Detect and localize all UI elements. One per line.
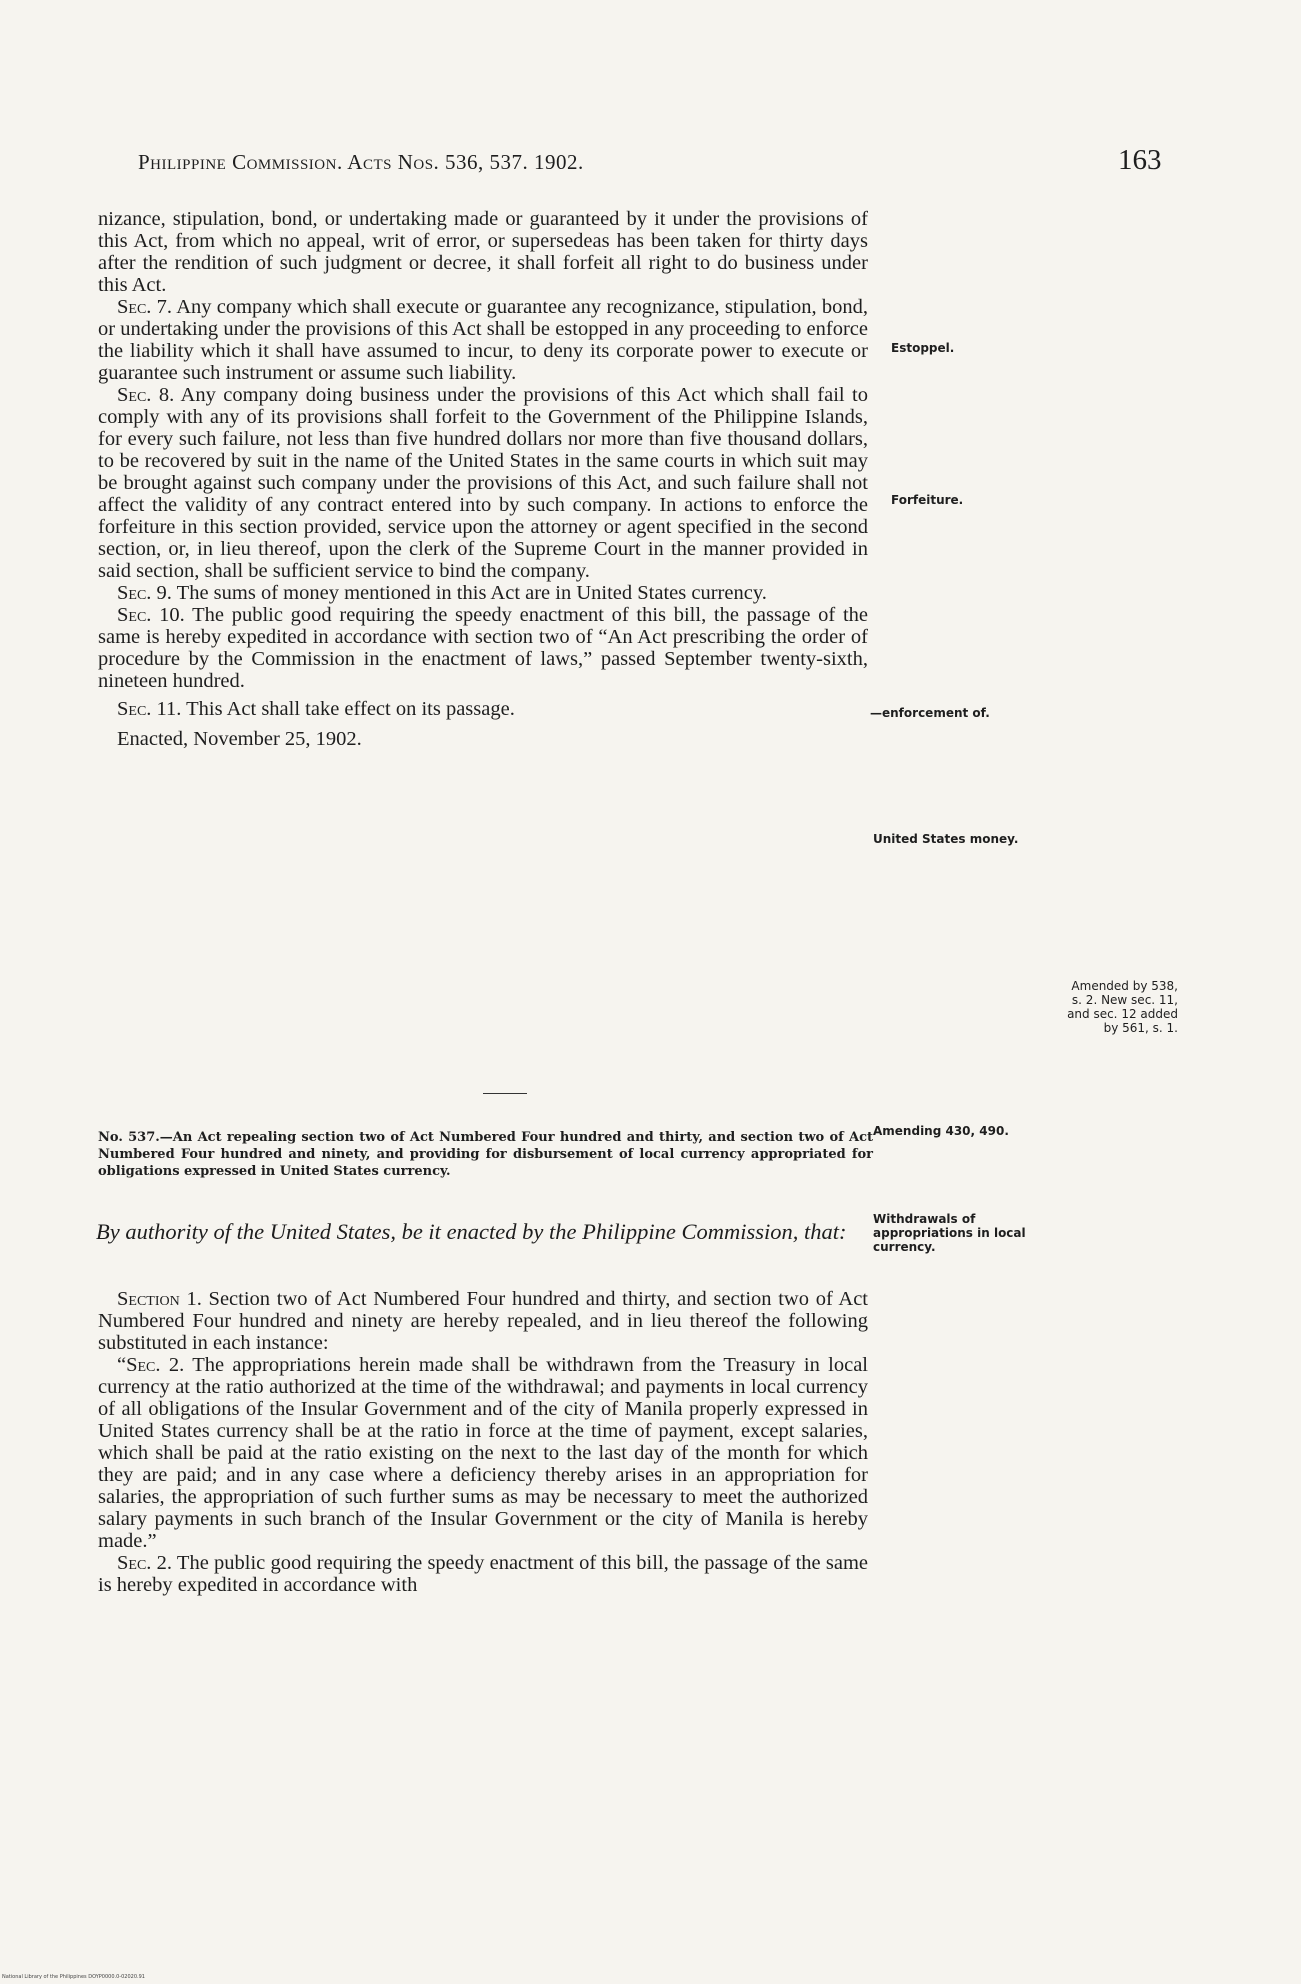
- section-label: Sec. 10.: [117, 604, 185, 626]
- act-537-title: No. 537.—An Act repealing section two of Act Numbered Four hundred and thirty, and section two of Act Numbered Four hundred and ninety, and providing for disbursement of local currency appropriated for obligations expressed in United States currency.: [98, 1130, 873, 1179]
- section-label: Sec. 11.: [117, 698, 182, 720]
- section-7: [98, 296, 868, 384]
- section-text: Any company doing business under the provisions of this Act which shall fail to comply with any of its provisions shall forfeit to the Government of the Philippine Islands, for every such failure, not less than five hundred dollars nor more than five thousand dollars, to be recovered by suit in the name of the United States in the same courts in which suit may be brought against such company under the provisions of this Act, and such failure shall not affect the validity of any contract entered into by such company. In actions to enforce the forfeiture in this section provided, service upon the attorney or agent specified in the second section, or, in lieu thereof, upon the clerk of the Supreme Court in the manner provided in said section, shall be sufficient service to bind the company.: [98, 384, 868, 582]
- page-number: 163: [1118, 144, 1162, 176]
- section-8: [98, 384, 868, 582]
- section-text: The public good requiring the speedy enactment of this bill, the passage of the same is hereby expedited in accordance with section two of “An Act prescribing the order of procedure by the Commission in the enactment of laws,” passed September twenty-sixth, nineteen hundred.: [98, 604, 868, 692]
- act-537-section-1: [98, 1288, 868, 1354]
- quoted-section-2: [98, 1354, 868, 1552]
- section-divider: [483, 1093, 527, 1094]
- section-text: The appropriations herein made shall be withdrawn from the Treasury in local currency at the ratio authorized at the time of the withdrawal; and payments in local currency of all obligations of the Insular Government and of the city of Manila properly expressed in United States currency shall be at the ratio in force at the time of payment, except salaries, which shall be paid at the ratio existing on the next to the last day of the month for which they are paid; and in any case where a deficiency thereby arises in an appropriation for salaries, the appropriation of such further sums as may be necessary to meet the authorized salary payments in such branch of the Insular Government or the city of Manila is hereby made.”: [98, 1354, 868, 1552]
- text-block-act-537: [98, 1288, 868, 1596]
- section-label: Sec. 8.: [117, 384, 175, 406]
- margin-note-amending: Amending 430, 490.: [873, 1124, 1009, 1138]
- section-10: [98, 604, 868, 692]
- margin-note-amended: Amended by 538, s. 2. New sec. 11, and sec. 12 added by 561, s. 1.: [1067, 979, 1178, 1035]
- enacting-clause: By authority of the United States, be it enacted by the Philippine Commission, that:: [96, 1219, 847, 1244]
- section-label: Sec. 9.: [117, 582, 172, 604]
- section-9: [98, 582, 868, 604]
- margin-note-enforcement: —enforcement of.: [870, 706, 990, 720]
- section-label: “Sec. 2.: [117, 1354, 185, 1376]
- margin-note-withdrawals: Withdrawals of appropriations in local currency.: [873, 1212, 1026, 1254]
- running-title: Philippine Commission. Acts Nos. 536, 537. 1902.: [138, 150, 584, 174]
- section-label: Section 1.: [117, 1288, 202, 1310]
- scan-credit: National Library of the Philippines DOYP0000.0-02020.91: [2, 1974, 145, 1980]
- margin-note-us-money: United States money.: [873, 832, 1019, 846]
- margin-note-estoppel: Estoppel.: [891, 341, 955, 355]
- section-label: Sec. 7.: [117, 296, 173, 318]
- text-block-act-536: [98, 208, 868, 750]
- paragraph-continuation: nizance, stipulation, bond, or undertaking made or guaranteed by it under the provisions of this Act, from which no appeal, writ of error, or supersedeas has been taken for thirty days after the rendition of such judgment or decree, it shall forfeit all right to do business under this Act.: [98, 208, 868, 296]
- section-text: Section two of Act Numbered Four hundred and thirty, and section two of Act Numbered Four hundred and ninety are hereby repealed, and in lieu thereof the following substituted in each instance:: [98, 1288, 868, 1354]
- margin-note-forfeiture: Forfeiture.: [891, 493, 964, 507]
- act-537-section-2: [98, 1552, 868, 1596]
- section-label: Sec. 2.: [117, 1552, 173, 1574]
- enacted-date: Enacted, November 25, 1902.: [117, 728, 362, 750]
- section-text: The public good requiring the speedy enactment of this bill, the passage of the same is hereby expedited in accordance with: [98, 1552, 868, 1596]
- section-11: [98, 698, 868, 720]
- section-text: The sums of money mentioned in this Act are in United States currency.: [171, 582, 767, 604]
- section-text: This Act shall take effect on its passage.: [181, 698, 515, 720]
- section-text: Any company which shall execute or guarantee any recognizance, stipulation, bond, or undertaking under the provisions of this Act shall be estopped in any proceeding to enforce the liability which it shall have assumed to incur, to deny its corporate power to execute or guarantee such instrument or assume such liability.: [98, 296, 868, 384]
